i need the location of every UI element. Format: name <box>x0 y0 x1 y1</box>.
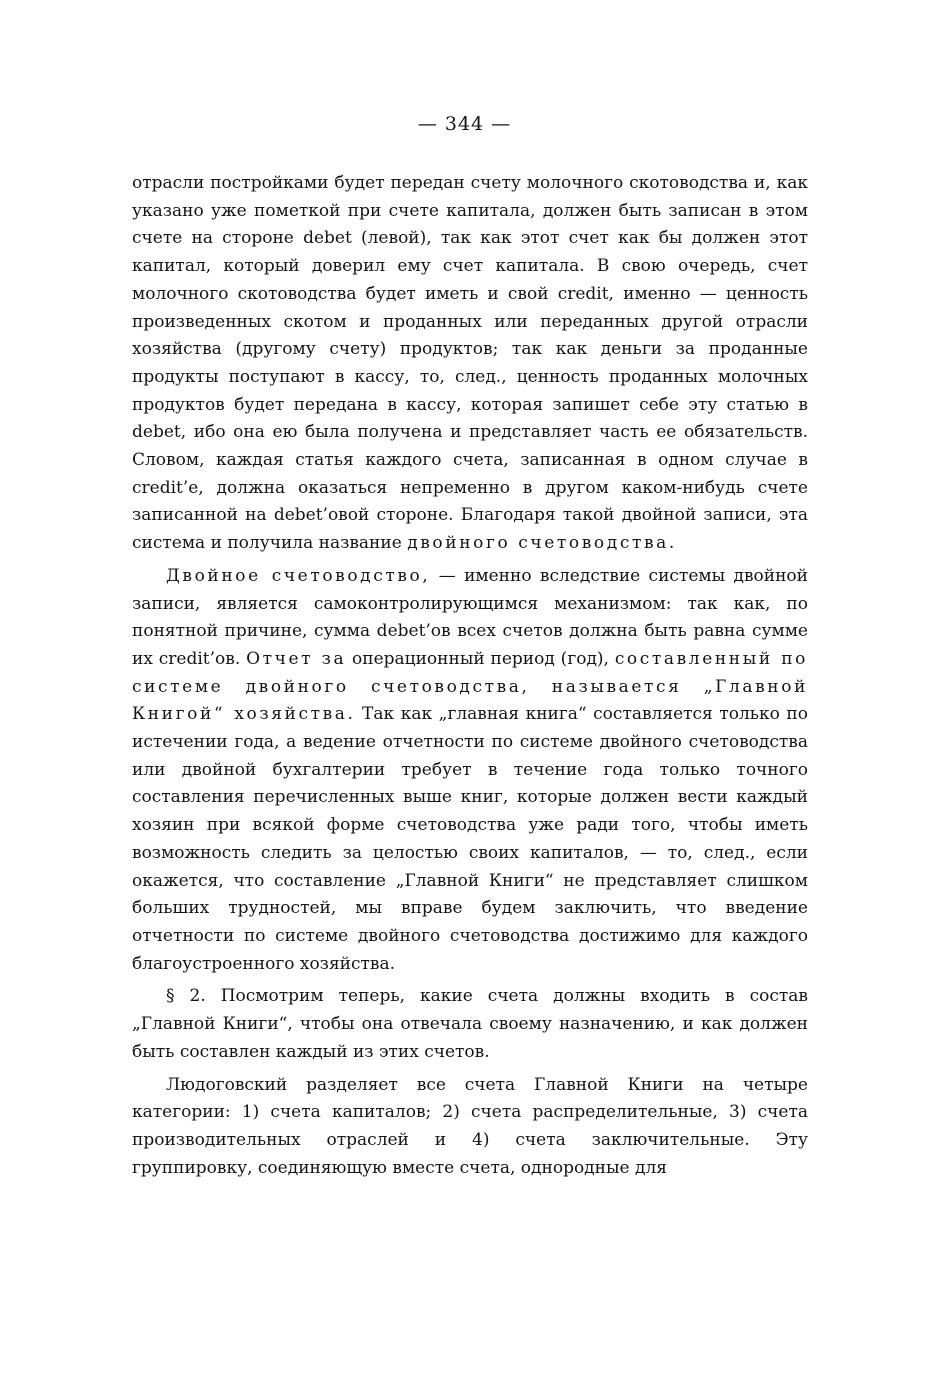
spaced-term: Отчет за <box>246 648 347 669</box>
paragraph-1 <box>132 170 808 558</box>
text-span: отрасли постройками будет передан счету молочного скотоводства и, как указано уже пометкой при счете капитала, должен быть записан в этом счете на стороне debet (левой), так как этот счет как бы должен этот капитал, который доверил ему счет капитала. В свою очередь, счет молочного скотоводства будет иметь и свой credit, именно — ценность произведенных скотом и проданных или переданных другой отрасли хозяйства (другому счету) продуктов; так как деньги за проданные продукты поступают в кассу, то, след., ценность проданных молочных продуктов будет передана в кассу, которая запишет себе эту статью в debet, ибо она ею была получена и представляет часть ее обязательств. Словом, каждая статья каждого счета, записанная в одном случае в credit’e, должна оказаться непременно в другом каком-нибудь счете записанной на debet’овой стороне. Благодаря такой двойной записи, эта система и получила название <box>132 173 808 554</box>
text-span: — именно вследствие системы двойной записи, является самоконтролирующимся механизмом: так как, по понятной причине, сумма debet’ов всех счетов должна быть равна сумме их credit’ов. <box>132 565 808 669</box>
spaced-term: двойного счетоводства. <box>407 533 677 554</box>
paragraph-3 <box>132 983 808 1066</box>
page-number: — 344 — <box>417 113 512 135</box>
body-text <box>132 170 808 1182</box>
text-span: операционный период (год), <box>346 648 615 669</box>
spaced-term: составленный по системе двойного счетоводства, называется „Главной Книгой“ хозяйства. <box>132 648 808 725</box>
text-span: § 2. Посмотрим теперь, какие счета должны входить в состав „Главной Книги“, чтобы она отвечала своему назначению, и как должен быть составлен каждый из этих счетов. <box>132 986 808 1062</box>
text-span: Так как „главная книга“ составляется только по истечении года, а ведение отчетности по системе двойного счетоводства или двойной бухгалтерии требует в течение года только точного составления перечисленных выше книг, которые должен вести каждый хозяин при всякой форме счетоводства уже ради того, чтобы иметь возможность следить за целостью своих капиталов, — то, след., если окажется, что составление „Главной Книги“ не представляет слишком больших трудностей, мы вправе будем заключить, что введение отчетности по системе двойного счетоводства достижимо для каждого благоустроенного хозяйства. <box>132 704 808 974</box>
spaced-term: Двойное счетоводство, <box>166 565 431 586</box>
paragraph-4 <box>132 1072 808 1183</box>
text-span: Людоговский разделяет все счета Главной Книги на четыре категории: 1) счета капиталов; 2) счета распределительные, 3) счета производительных отраслей и 4) счета заключительные. Эту группировку, соединяющую вместе счета, однородные для <box>132 1074 808 1178</box>
paragraph-2 <box>132 563 808 979</box>
